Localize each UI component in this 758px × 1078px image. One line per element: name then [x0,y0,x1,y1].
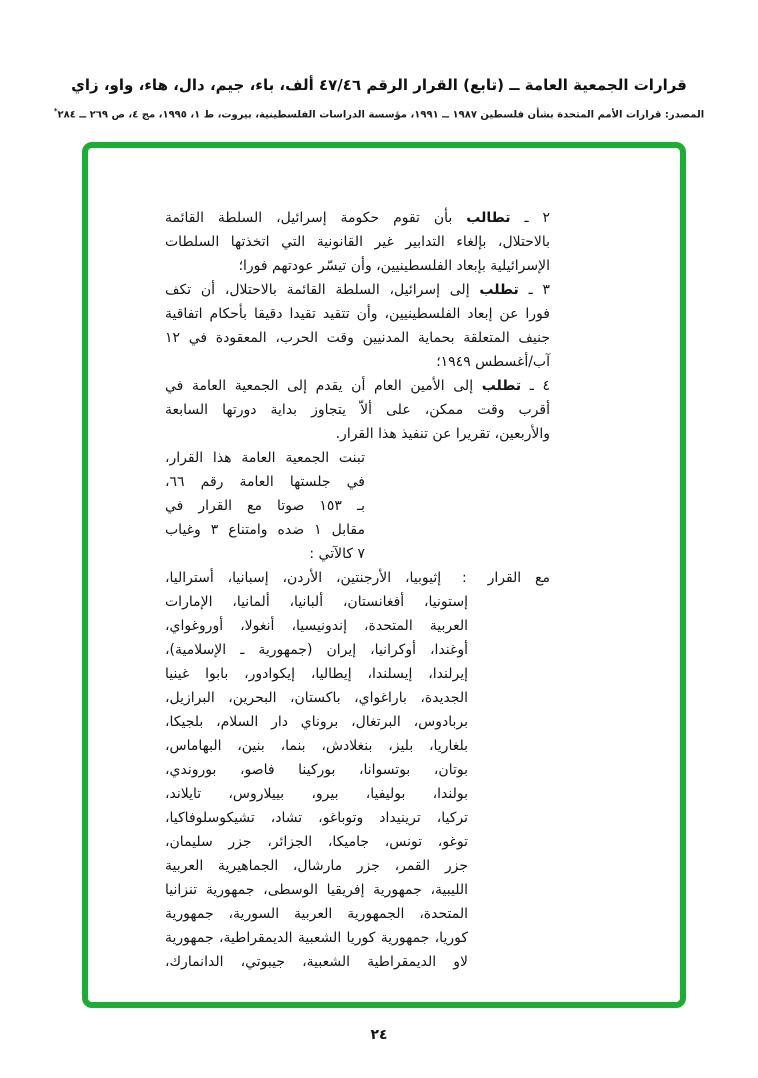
para4-line1-text: إلى الأمين العام أن يقدم إلى الجمعية العامة في [165,378,474,394]
para2-operative-verb: تطالب [466,210,511,226]
page-header-source [0,107,758,120]
para4-number: ٤ ـ [529,378,550,394]
page-header-title: قرارات الجمعية العامة ــ (تابع) القرار الرقم ٤٧/٤٦ ألف، باء، جيم، دال، هاء، واو، زاي [71,76,687,94]
country-list-line: توغو، تونس، جاميكا، الجزائر، جزر سليمان، [165,834,468,850]
country-list-line: بولندا، بوليفيا، بيرو، بييلاروس، تايلاند، [165,786,468,802]
para3-line1-text: إلى إسرائيل، السلطة القائمة بالاحتلال، أن تكف [165,282,470,298]
adoption-line: ٧ كالآتي : [309,546,365,562]
country-list-line: العربية المتحدة، إندونيسيا، أنغولا، أوروغواي، [165,618,468,634]
vote-with-first-line [165,566,550,590]
country-list-line: بوتان، بوتسوانا، بوركينا فاصو، بوروندي، [165,762,468,778]
para2-number: ٢ ـ [524,210,550,226]
para3-line1 [165,278,550,302]
country-list-line: الجديدة، باراغواي، باكستان، البحرين، البرازيل، [165,690,468,706]
para2-line2: بالاحتلال، بإلغاء التدابير غير القانونية التي اتخذتها السلطات [165,234,550,250]
para2-line3: الإسرائيلية بإبعاد الفلسطينيين، وأن تيسّر عودتهم فورا؛ [238,258,550,274]
para3-line3: جنيف المتعلقة بحماية المدنيين وقت الحرب، المعقودة في ١٢ [165,330,550,346]
adoption-line: تبنت الجمعية العامة هذا القرار، [165,450,365,466]
para4-operative-verb: تطلب [481,378,522,394]
country-list-line: بلغاريا، بليز، بنغلادش، بنما، بنين، البهاماس، [165,738,468,754]
resolution-text-column [165,206,550,974]
adoption-line: في جلستها العامة رقم ٦٦، [165,474,365,490]
country-list-line: أوغندا، أوكرانيا، إيران (جمهورية ـ الإسلامية)، [165,642,468,658]
country-list-line: كوريا، جمهورية كوريا الشعبية الديمقراطية، جمهورية [165,930,468,946]
para3-line4: آب/أغسطس ١٩٤٩؛ [436,354,550,370]
country-list-start: إثيوبيا، الأرجنتين، الأردن، إسبانيا، أستراليا، [165,570,442,586]
country-list-line: بربادوس، البرتغال، بروناي دار السلام، بلجيكا، [165,714,468,730]
country-list-line: إيرلندا، إيسلندا، إيطاليا، إيكوادور، بابوا غينيا [165,666,468,682]
para3-operative-verb: تطلب [479,282,519,298]
country-list-line: إستونيا، أفغانستان، ألبانيا، ألمانيا، الإمارات [165,594,468,610]
page-number: ٢٤ [370,1027,388,1043]
para2-line1-text: بأن تقوم حكومة إسرائيل، السلطة القائمة [165,210,453,226]
adoption-line: مقابل ١ ضده وامتناع ٣ وغياب [165,522,366,538]
country-list-line: جزر القمر، جزر مارشال، الجماهيرية العربية [165,858,468,874]
para2-line1 [165,206,550,230]
country-list-line: الليبية، جمهورية إفريقيا الوسطى، جمهورية تنزانيا [165,882,468,898]
vote-with-colon: : [462,570,467,586]
adoption-note [165,446,365,566]
source-text: المصدر: قرارات الأمم المتحدة بشأن فلسطين ١٩٨٧ ــ ١٩٩١، مؤسسة الدراسات الفلسطينية، بيروت، ط ١، ١٩٩٥، مج ٤، ص ٢٦٩ ــ ٢٨٤ [57,109,705,121]
para4-line1 [165,374,550,398]
source-footnote-mark: * [53,107,58,115]
country-list-line: تركيا، ترينيداد وتوباغو، تشاد، تشيكوسلوفاكيا، [165,810,468,826]
para3-line2: فورا عن إبعاد الفلسطينيين، وأن تتقيد تقيدا دقيقا بأحكام اتفاقية [165,306,550,322]
vote-with-label: مع القرار [487,570,550,586]
country-list-line: لاو الديمقراطية الشعبية، جيبوتي، الدانمارك، [165,954,468,970]
para3-number: ٣ ـ [528,282,551,298]
para4-line2: أقرب وقت ممكن، على ألاّ يتجاوز بداية دورتها السابعة [165,402,550,418]
para4-line3: والأربعين، تقريرا عن تنفيذ هذا القرار. [335,426,550,442]
country-list-line: المتحدة، الجمهورية العربية السورية، جمهورية [165,906,468,922]
adoption-line: بـ ١٥٣ صوتا مع القرار في [165,498,365,514]
